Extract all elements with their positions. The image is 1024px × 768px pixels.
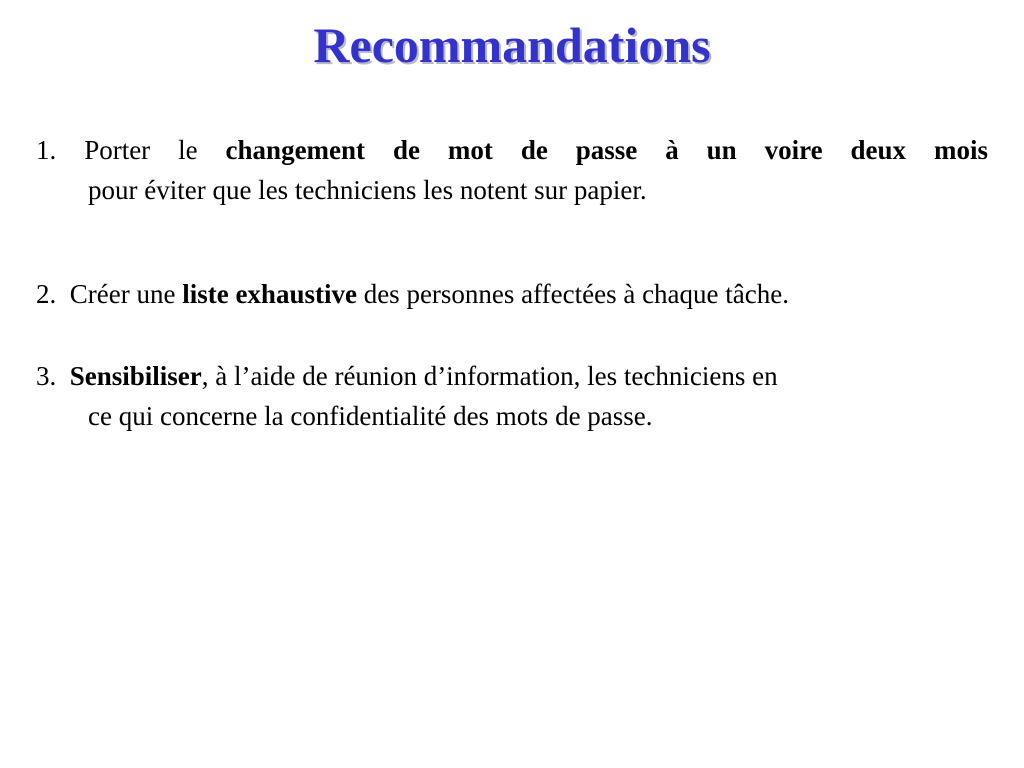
item-2-number: 2. bbox=[36, 279, 57, 309]
item-3-first-line bbox=[36, 356, 988, 396]
recommendation-item-2 bbox=[36, 274, 988, 314]
slide-title: Recommandations bbox=[313, 17, 711, 73]
recommendation-item-1 bbox=[36, 130, 988, 210]
item-3-bold-text: Sensibiliser bbox=[69, 361, 202, 391]
item-1-continuation: pour éviter que les techniciens les notent sur papier. bbox=[88, 175, 647, 205]
item-1-bold-text: changement de mot de passe à un voire deux mois bbox=[225, 135, 988, 165]
item-2-bold-text: liste exhaustive bbox=[182, 279, 357, 309]
item-2-text-before: Créer une bbox=[69, 279, 176, 309]
item-3-number: 3. bbox=[36, 361, 57, 391]
item-2-first-line bbox=[36, 274, 988, 314]
item-2-text-after: des personnes affectées à chaque tâche. bbox=[363, 279, 789, 309]
item-3-continuation: ce qui concerne la confidentialité des mots de passe. bbox=[88, 401, 653, 431]
item-1-number: 1. bbox=[36, 135, 57, 165]
item-3-text-after: , à l’aide de réunion d’information, les techniciens en bbox=[201, 361, 778, 391]
recommendation-item-3 bbox=[36, 356, 988, 436]
item-1-text-before: Porter le bbox=[84, 135, 198, 165]
item-1-first-line bbox=[36, 130, 988, 170]
